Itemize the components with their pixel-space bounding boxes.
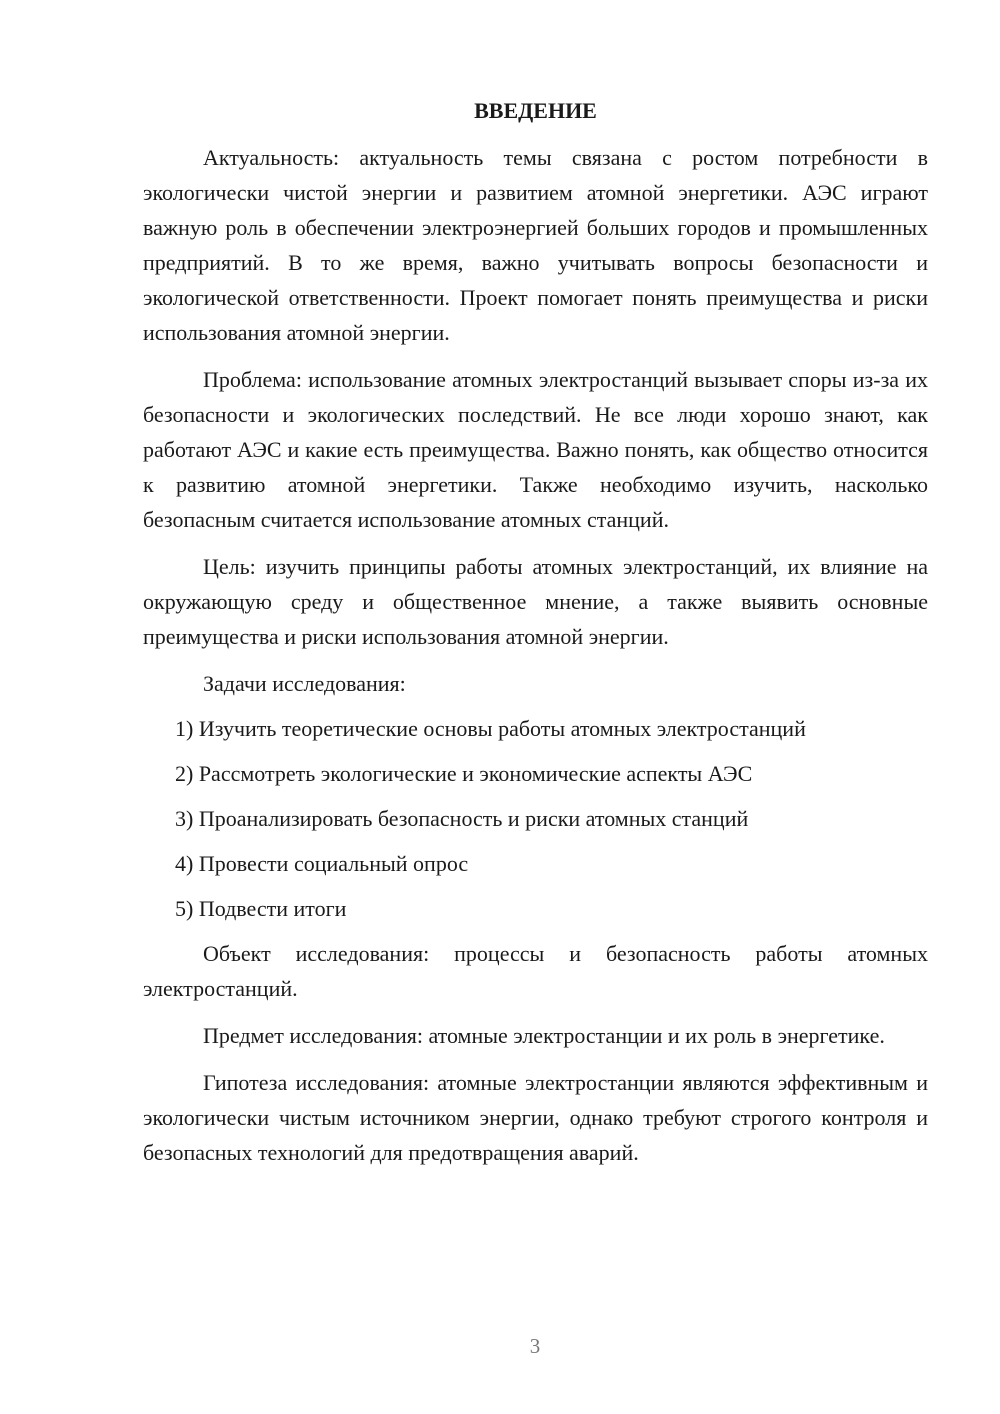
- paragraph-problem: Проблема: использование атомных электростанций вызывает споры из-за их безопасности и экологических последствий. Не все люди хорошо знают, как работают АЭС и какие есть преимущества. Важно понять, как общество относится к развитию атомной энергетики. Также необходимо изучить, насколько безопасным считается использование атомных станций.: [143, 367, 928, 532]
- task-list: [143, 711, 928, 926]
- list-item: 3) Проанализировать безопасность и риски атомных станций: [175, 806, 749, 831]
- document-page: [143, 96, 928, 1182]
- page-title: ВВЕДЕНИЕ: [474, 98, 597, 123]
- paragraph-goal: Цель: изучить принципы работы атомных электростанций, их влияние на окружающую среду и общественное мнение, а также выявить основные преимущества и риски использования атомной энергии.: [143, 554, 928, 649]
- list-item: 2) Рассмотреть экологические и экономические аспекты АЭС: [175, 761, 753, 786]
- paragraph-subject: Предмет исследования: атомные электростанции и их роль в энергетике.: [203, 1023, 885, 1048]
- tasks-intro: Задачи исследования:: [203, 671, 406, 696]
- list-item: 4) Провести социальный опрос: [175, 851, 469, 876]
- paragraph-hypothesis: Гипотеза исследования: атомные электростанции являются эффективным и экологически чистым источником энергии, однако требуют строгого контроля и безопасных технологий для предотвращения аварий.: [143, 1070, 928, 1165]
- page-number: 3: [529, 1334, 541, 1358]
- list-item: 5) Подвести итоги: [175, 896, 347, 921]
- paragraph-relevance: Актуальность: актуальность темы связана с ростом потребности в экологически чистой энергии и развитием атомной энергетики. АЭС играют важную роль в обеспечении электроэнергией больших городов и промышленных предприятий. В то же время, важно учитывать вопросы безопасности и экологической ответственности. Проект помогает понять преимущества и риски использования атомной энергии.: [143, 145, 928, 345]
- list-item: 1) Изучить теоретические основы работы атомных электростанций: [175, 716, 806, 741]
- paragraph-object: Объект исследования: процессы и безопасность работы атомных электростанций.: [143, 941, 928, 1001]
